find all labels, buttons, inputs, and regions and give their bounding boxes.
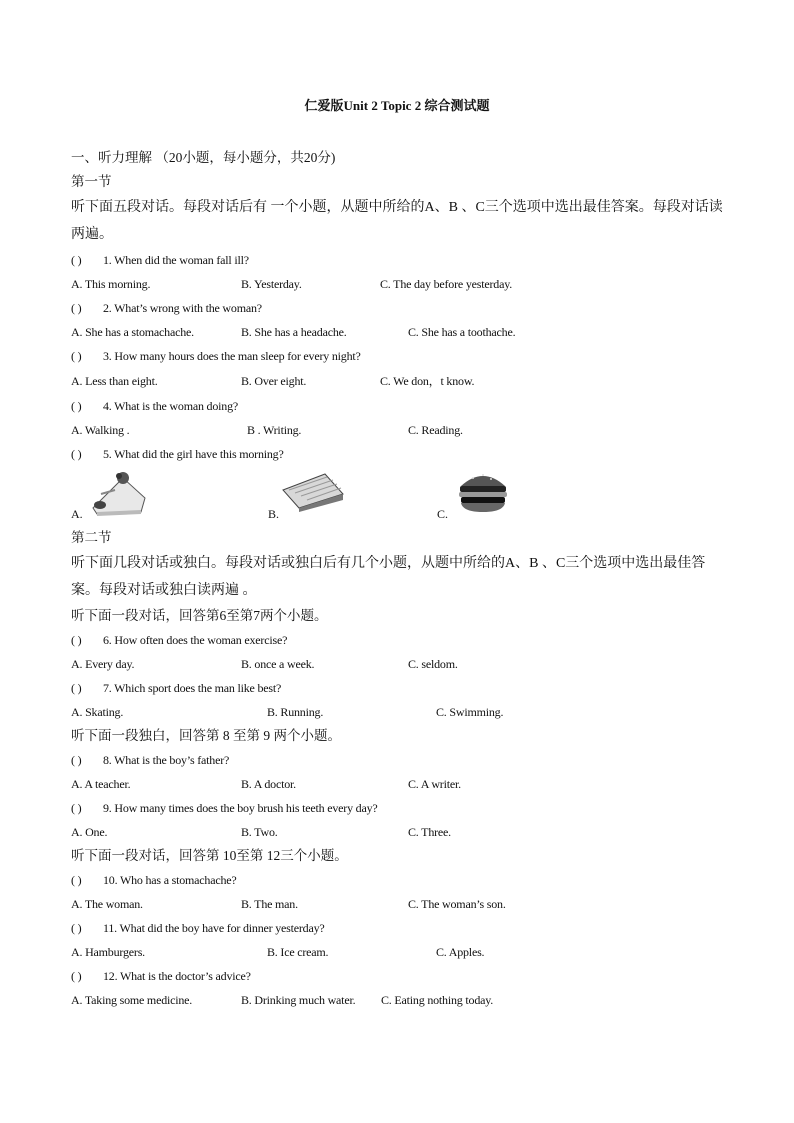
question-text: 8. What is the boy’s father? (103, 753, 230, 767)
question-7 (71, 676, 731, 700)
option-c: C. A writer. (408, 777, 461, 791)
answer-blank[interactable]: ( ) (71, 349, 82, 363)
options-1 (71, 272, 731, 296)
question-1 (71, 248, 731, 272)
group3-intro: 听下面一段对话，回答第 10至第 12三个小题。 (71, 848, 348, 863)
question-4 (71, 394, 731, 418)
options-11 (71, 940, 731, 964)
exam-content (71, 146, 731, 1012)
options-2 (71, 320, 731, 344)
option-a: A. Taking some medicine. (71, 993, 193, 1007)
question-text: 1. When did the woman fall ill? (103, 253, 249, 267)
option-a: A. This morning. (71, 277, 151, 291)
option-c: C. Swimming. (436, 705, 504, 719)
option-a: A. One. (71, 825, 108, 839)
option-c: C. Reading. (408, 423, 463, 437)
answer-blank[interactable]: ( ) (71, 253, 82, 267)
option-b: B. Drinking much water. (241, 993, 356, 1007)
section2-heading: 第二节 (71, 530, 112, 545)
question-6 (71, 628, 731, 652)
question-text: 2. What’s wrong with the woman? (103, 301, 262, 315)
answer-blank[interactable]: ( ) (71, 447, 82, 461)
option-b: B . Writing. (247, 423, 302, 437)
options-3 (71, 368, 731, 394)
question-12 (71, 964, 731, 988)
option-c: C. The day before yesterday. (380, 277, 513, 291)
options-8 (71, 772, 731, 796)
options-9 (71, 820, 731, 844)
question-5 (71, 442, 731, 466)
option-c: C. seldom. (408, 657, 458, 671)
question-8 (71, 748, 731, 772)
question-11 (71, 916, 731, 940)
option-c: C. The woman’s son. (408, 897, 506, 911)
question-text: 3. How many hours does the man sleep for every night? (103, 349, 361, 363)
option-b: B. Two. (241, 825, 278, 839)
answer-blank[interactable]: ( ) (71, 753, 82, 767)
answer-blank[interactable]: ( ) (71, 633, 82, 647)
option-c: C. She has a toothache. (408, 325, 516, 339)
option-b: B. Over eight. (241, 374, 307, 388)
option-b: B. (268, 507, 280, 521)
cake-icon (89, 468, 151, 518)
section2-instruction: 听下面几段对话或独白。每段对话或独白后有几个小题，从题中所给的A、B 、C三个选项中选出最佳答案。每段对话或独白读两遍 。 (71, 556, 706, 598)
option-a: A. Hamburgers. (71, 945, 145, 959)
option-c: C. We don，t know. (380, 374, 475, 388)
option-a: A. Less than eight. (71, 374, 158, 388)
answer-blank[interactable]: ( ) (71, 301, 82, 315)
option-c: C. Apples. (436, 945, 485, 959)
question-text: 9. How many times does the boy brush his teeth every day? (103, 801, 378, 815)
page-title: 仁爱版Unit 2 Topic 2 综合测试题 (304, 98, 490, 113)
question-9 (71, 796, 731, 820)
answer-blank[interactable]: ( ) (71, 801, 82, 815)
options-4 (71, 418, 731, 442)
group1-intro: 听下面一段对话，回答第6至第7两个小题。 (71, 608, 328, 623)
answer-blank[interactable]: ( ) (71, 873, 82, 887)
option-a: A. A teacher. (71, 777, 131, 791)
section1-heading: 第一节 (71, 174, 112, 189)
question-text: 11. What did the boy have for dinner yesterday? (103, 921, 325, 935)
section1-instruction: 听下面五段对话。每段对话后有 一个小题，从题中所给的A、B 、C三个选项中选出最佳答案。每段对话读两遍。 (71, 200, 723, 242)
sandwich-icon (281, 472, 345, 512)
option-b: B. She has a headache. (241, 325, 347, 339)
group2-intro: 听下面一段独白，回答第 8 至第 9 两个小题。 (71, 728, 341, 743)
options-12 (71, 988, 731, 1012)
options-6 (71, 652, 731, 676)
options-10 (71, 892, 731, 916)
question-text: 7. Which sport does the man like best? (103, 681, 282, 695)
answer-blank[interactable]: ( ) (71, 681, 82, 695)
part1-heading: 一、听力理解 （20小题，每小题分，共20分) (71, 150, 336, 165)
answer-blank[interactable]: ( ) (71, 969, 82, 983)
options-7 (71, 700, 731, 724)
option-a: A. The woman. (71, 897, 143, 911)
question-text: 4. What is the woman doing? (103, 399, 239, 413)
hamburger-icon (457, 466, 509, 514)
option-b: B. Yesterday. (241, 277, 302, 291)
question-text: 6. How often does the woman exercise? (103, 633, 288, 647)
option-b: B. Running. (267, 705, 324, 719)
option-a: A. (71, 507, 83, 521)
option-a: A. Every day. (71, 657, 135, 671)
option-a: A. Skating. (71, 705, 124, 719)
question-text: 10. Who has a stomachache? (103, 873, 237, 887)
option-c: C. Eating nothing today. (381, 993, 494, 1007)
answer-blank[interactable]: ( ) (71, 921, 82, 935)
option-b: B. once a week. (241, 657, 315, 671)
question-text: 12. What is the doctor’s advice? (103, 969, 251, 983)
question-text: 5. What did the girl have this morning? (103, 447, 284, 461)
answer-blank[interactable]: ( ) (71, 399, 82, 413)
option-a: A. Walking . (71, 423, 130, 437)
option-a: A. She has a stomachache. (71, 325, 194, 339)
picture-options-5 (71, 466, 731, 522)
option-c: C. Three. (408, 825, 451, 839)
question-10 (71, 868, 731, 892)
option-b: B. Ice cream. (267, 945, 329, 959)
option-c: C. (437, 507, 449, 521)
option-b: B. A doctor. (241, 777, 296, 791)
question-2 (71, 296, 731, 320)
option-b: B. The man. (241, 897, 298, 911)
question-3 (71, 344, 731, 368)
